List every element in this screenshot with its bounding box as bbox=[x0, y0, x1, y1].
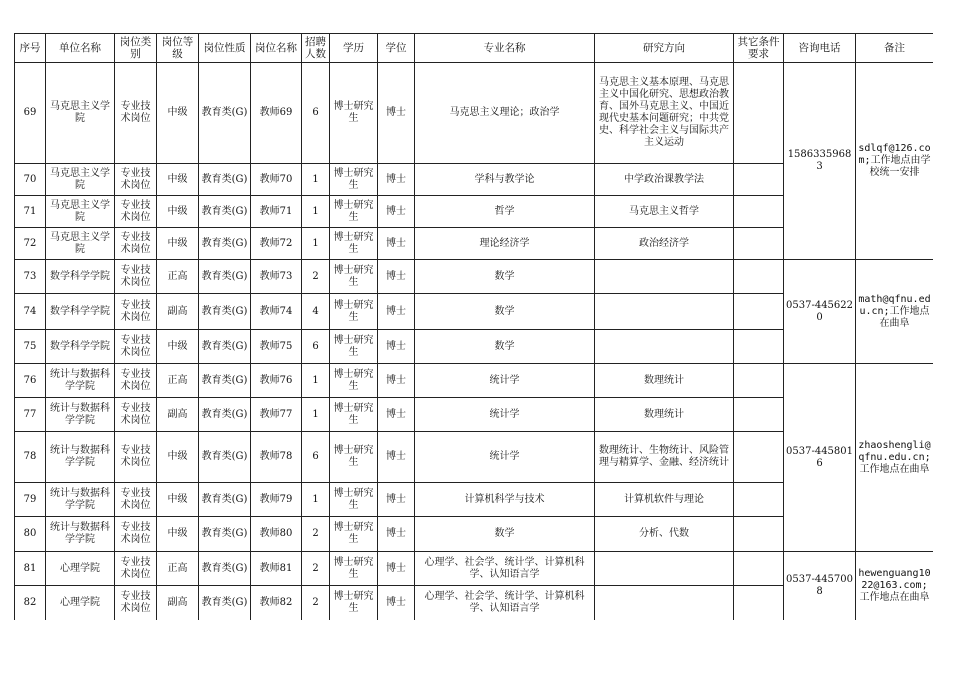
row-other bbox=[734, 364, 784, 398]
row-other bbox=[734, 517, 784, 552]
row-category: 专业技术岗位 bbox=[115, 398, 157, 432]
row-other bbox=[734, 552, 784, 586]
row-education: 博士研究生 bbox=[330, 63, 378, 164]
header-row bbox=[15, 34, 934, 63]
row-post: 教师71 bbox=[251, 196, 302, 228]
row-no: 77 bbox=[15, 398, 46, 432]
row-nature: 教育类(G) bbox=[199, 517, 251, 552]
header-research: 研究方向 bbox=[595, 34, 734, 63]
row-research: 马克思主义哲学 bbox=[595, 196, 734, 228]
row-count: 2 bbox=[302, 517, 330, 552]
header-major: 专业名称 bbox=[415, 34, 595, 63]
row-education: 博士研究生 bbox=[330, 228, 378, 260]
header-category: 岗位类别 bbox=[115, 34, 157, 63]
row-nature: 教育类(G) bbox=[199, 164, 251, 196]
row-education: 博士研究生 bbox=[330, 164, 378, 196]
row-no: 73 bbox=[15, 260, 46, 294]
row-major: 哲学 bbox=[415, 196, 595, 228]
row-count: 6 bbox=[302, 330, 330, 364]
row-other bbox=[734, 63, 784, 164]
row-other bbox=[734, 164, 784, 196]
row-no: 79 bbox=[15, 483, 46, 517]
row-research: 数理统计 bbox=[595, 398, 734, 432]
row-unit: 心理学院 bbox=[46, 552, 115, 586]
row-nature: 教育类(G) bbox=[199, 483, 251, 517]
row-major: 数学 bbox=[415, 294, 595, 330]
row-other bbox=[734, 432, 784, 483]
row-major: 心理学、社会学、统计学、计算机科学、认知语言学 bbox=[415, 552, 595, 586]
row-note: math@qfnu.edu.cn;工作地点在曲阜 bbox=[856, 260, 934, 364]
row-major: 统计学 bbox=[415, 364, 595, 398]
row-level: 中级 bbox=[157, 330, 199, 364]
row-degree: 博士 bbox=[378, 164, 415, 196]
row-category: 专业技术岗位 bbox=[115, 330, 157, 364]
row-unit: 心理学院 bbox=[46, 586, 115, 621]
row-education: 博士研究生 bbox=[330, 517, 378, 552]
row-category: 专业技术岗位 bbox=[115, 586, 157, 621]
row-count: 1 bbox=[302, 398, 330, 432]
row-major: 统计学 bbox=[415, 432, 595, 483]
row-count: 1 bbox=[302, 228, 330, 260]
row-nature: 教育类(G) bbox=[199, 552, 251, 586]
row-degree: 博士 bbox=[378, 364, 415, 398]
row-post: 教师75 bbox=[251, 330, 302, 364]
row-nature: 教育类(G) bbox=[199, 330, 251, 364]
row-post: 教师82 bbox=[251, 586, 302, 621]
header-nature: 岗位性质 bbox=[199, 34, 251, 63]
row-unit: 数学科学学院 bbox=[46, 260, 115, 294]
row-other bbox=[734, 196, 784, 228]
header-note: 备注 bbox=[856, 34, 934, 63]
row-no: 74 bbox=[15, 294, 46, 330]
row-research: 数理统计 bbox=[595, 364, 734, 398]
row-phone: 0537-4458016 bbox=[784, 364, 856, 552]
row-unit: 统计与数据科学学院 bbox=[46, 432, 115, 483]
row-degree: 博士 bbox=[378, 228, 415, 260]
header-count: 招聘人数 bbox=[302, 34, 330, 63]
header-level: 岗位等级 bbox=[157, 34, 199, 63]
row-research: 分析、代数 bbox=[595, 517, 734, 552]
table-row bbox=[15, 63, 934, 164]
row-note: sdlqf@126.com;工作地点由学校统一安排 bbox=[856, 63, 934, 260]
row-education: 博士研究生 bbox=[330, 260, 378, 294]
row-education: 博士研究生 bbox=[330, 196, 378, 228]
row-major: 计算机科学与技术 bbox=[415, 483, 595, 517]
row-education: 博士研究生 bbox=[330, 432, 378, 483]
row-degree: 博士 bbox=[378, 586, 415, 621]
row-level: 中级 bbox=[157, 483, 199, 517]
row-research: 数理统计、生物统计、风险管理与精算学、金融、经济统计 bbox=[595, 432, 734, 483]
row-level: 中级 bbox=[157, 196, 199, 228]
row-level: 副高 bbox=[157, 294, 199, 330]
row-note: hewenguang1022@163.com;工作地点在曲阜 bbox=[856, 552, 934, 621]
row-nature: 教育类(G) bbox=[199, 364, 251, 398]
row-category: 专业技术岗位 bbox=[115, 483, 157, 517]
recruitment-table-sheet bbox=[14, 33, 933, 620]
row-unit: 马克思主义学院 bbox=[46, 63, 115, 164]
row-degree: 博士 bbox=[378, 517, 415, 552]
row-education: 博士研究生 bbox=[330, 330, 378, 364]
row-education: 博士研究生 bbox=[330, 552, 378, 586]
row-post: 教师81 bbox=[251, 552, 302, 586]
row-nature: 教育类(G) bbox=[199, 228, 251, 260]
row-post: 教师72 bbox=[251, 228, 302, 260]
row-level: 正高 bbox=[157, 364, 199, 398]
row-unit: 统计与数据科学学院 bbox=[46, 517, 115, 552]
row-degree: 博士 bbox=[378, 432, 415, 483]
row-nature: 教育类(G) bbox=[199, 196, 251, 228]
row-no: 81 bbox=[15, 552, 46, 586]
row-post: 教师80 bbox=[251, 517, 302, 552]
row-level: 副高 bbox=[157, 398, 199, 432]
row-category: 专业技术岗位 bbox=[115, 552, 157, 586]
row-other bbox=[734, 398, 784, 432]
table-row bbox=[15, 552, 934, 586]
row-degree: 博士 bbox=[378, 260, 415, 294]
row-degree: 博士 bbox=[378, 196, 415, 228]
row-research: 计算机软件与理论 bbox=[595, 483, 734, 517]
row-nature: 教育类(G) bbox=[199, 294, 251, 330]
row-unit: 马克思主义学院 bbox=[46, 228, 115, 260]
row-post: 教师73 bbox=[251, 260, 302, 294]
row-category: 专业技术岗位 bbox=[115, 517, 157, 552]
row-unit: 数学科学学院 bbox=[46, 330, 115, 364]
row-unit: 马克思主义学院 bbox=[46, 196, 115, 228]
row-level: 中级 bbox=[157, 432, 199, 483]
row-unit: 统计与数据科学学院 bbox=[46, 398, 115, 432]
row-other bbox=[734, 228, 784, 260]
row-post: 教师70 bbox=[251, 164, 302, 196]
row-unit: 统计与数据科学学院 bbox=[46, 483, 115, 517]
row-unit: 马克思主义学院 bbox=[46, 164, 115, 196]
row-education: 博士研究生 bbox=[330, 483, 378, 517]
row-no: 82 bbox=[15, 586, 46, 621]
row-no: 72 bbox=[15, 228, 46, 260]
header-education: 学历 bbox=[330, 34, 378, 63]
row-degree: 博士 bbox=[378, 483, 415, 517]
row-category: 专业技术岗位 bbox=[115, 228, 157, 260]
row-no: 75 bbox=[15, 330, 46, 364]
row-count: 1 bbox=[302, 364, 330, 398]
row-count: 1 bbox=[302, 196, 330, 228]
row-post: 教师76 bbox=[251, 364, 302, 398]
row-major: 数学 bbox=[415, 260, 595, 294]
row-degree: 博士 bbox=[378, 398, 415, 432]
row-unit: 数学科学学院 bbox=[46, 294, 115, 330]
row-post: 教师79 bbox=[251, 483, 302, 517]
row-major: 统计学 bbox=[415, 398, 595, 432]
row-count: 6 bbox=[302, 432, 330, 483]
row-major: 心理学、社会学、统计学、计算机科学、认知语言学 bbox=[415, 586, 595, 621]
row-research: 马克思主义基本原理、马克思主义中国化研究、思想政治教育、国外马克思主义、中国近现代史基本问题研究；中共党史、科学社会主义与国际共产主义运动 bbox=[595, 63, 734, 164]
row-note: zhaoshengli@qfnu.edu.cn;工作地点在曲阜 bbox=[856, 364, 934, 552]
row-degree: 博士 bbox=[378, 330, 415, 364]
row-level: 中级 bbox=[157, 63, 199, 164]
row-no: 71 bbox=[15, 196, 46, 228]
row-research bbox=[595, 552, 734, 586]
row-post: 教师74 bbox=[251, 294, 302, 330]
row-no: 76 bbox=[15, 364, 46, 398]
row-level: 中级 bbox=[157, 517, 199, 552]
row-level: 副高 bbox=[157, 586, 199, 621]
row-phone: 0537-4456220 bbox=[784, 260, 856, 364]
row-phone: 15863359683 bbox=[784, 63, 856, 260]
header-phone: 咨询电话 bbox=[784, 34, 856, 63]
header-other: 其它条件要求 bbox=[734, 34, 784, 63]
row-count: 2 bbox=[302, 586, 330, 621]
table-row bbox=[15, 364, 934, 398]
row-post: 教师77 bbox=[251, 398, 302, 432]
row-count: 2 bbox=[302, 552, 330, 586]
header-post: 岗位名称 bbox=[251, 34, 302, 63]
row-level: 正高 bbox=[157, 552, 199, 586]
row-no: 78 bbox=[15, 432, 46, 483]
row-nature: 教育类(G) bbox=[199, 63, 251, 164]
row-level: 中级 bbox=[157, 228, 199, 260]
row-other bbox=[734, 330, 784, 364]
header-degree: 学位 bbox=[378, 34, 415, 63]
row-post: 教师69 bbox=[251, 63, 302, 164]
row-degree: 博士 bbox=[378, 294, 415, 330]
row-education: 博士研究生 bbox=[330, 364, 378, 398]
row-major: 马克思主义理论；政治学 bbox=[415, 63, 595, 164]
row-other bbox=[734, 294, 784, 330]
row-research bbox=[595, 330, 734, 364]
row-education: 博士研究生 bbox=[330, 398, 378, 432]
row-count: 4 bbox=[302, 294, 330, 330]
row-no: 69 bbox=[15, 63, 46, 164]
row-level: 正高 bbox=[157, 260, 199, 294]
row-no: 80 bbox=[15, 517, 46, 552]
row-research bbox=[595, 260, 734, 294]
row-count: 1 bbox=[302, 483, 330, 517]
header-no: 序号 bbox=[15, 34, 46, 63]
row-category: 专业技术岗位 bbox=[115, 364, 157, 398]
row-research: 政治经济学 bbox=[595, 228, 734, 260]
recruitment-table bbox=[14, 33, 933, 620]
row-education: 博士研究生 bbox=[330, 294, 378, 330]
row-nature: 教育类(G) bbox=[199, 586, 251, 621]
row-other bbox=[734, 483, 784, 517]
row-research: 中学政治课教学法 bbox=[595, 164, 734, 196]
row-research bbox=[595, 294, 734, 330]
row-nature: 教育类(G) bbox=[199, 260, 251, 294]
row-count: 6 bbox=[302, 63, 330, 164]
row-category: 专业技术岗位 bbox=[115, 164, 157, 196]
row-category: 专业技术岗位 bbox=[115, 260, 157, 294]
row-count: 2 bbox=[302, 260, 330, 294]
row-count: 1 bbox=[302, 164, 330, 196]
row-category: 专业技术岗位 bbox=[115, 432, 157, 483]
row-degree: 博士 bbox=[378, 63, 415, 164]
row-level: 中级 bbox=[157, 164, 199, 196]
row-phone: 0537-4457008 bbox=[784, 552, 856, 621]
row-major: 数学 bbox=[415, 330, 595, 364]
row-category: 专业技术岗位 bbox=[115, 196, 157, 228]
row-post: 教师78 bbox=[251, 432, 302, 483]
row-research bbox=[595, 586, 734, 621]
row-no: 70 bbox=[15, 164, 46, 196]
row-category: 专业技术岗位 bbox=[115, 294, 157, 330]
row-major: 学科与教学论 bbox=[415, 164, 595, 196]
row-major: 数学 bbox=[415, 517, 595, 552]
row-other bbox=[734, 586, 784, 621]
row-unit: 统计与数据科学学院 bbox=[46, 364, 115, 398]
row-category: 专业技术岗位 bbox=[115, 63, 157, 164]
row-degree: 博士 bbox=[378, 552, 415, 586]
row-other bbox=[734, 260, 784, 294]
row-nature: 教育类(G) bbox=[199, 432, 251, 483]
row-nature: 教育类(G) bbox=[199, 398, 251, 432]
table-row bbox=[15, 260, 934, 294]
header-unit: 单位名称 bbox=[46, 34, 115, 63]
row-major: 理论经济学 bbox=[415, 228, 595, 260]
row-education: 博士研究生 bbox=[330, 586, 378, 621]
